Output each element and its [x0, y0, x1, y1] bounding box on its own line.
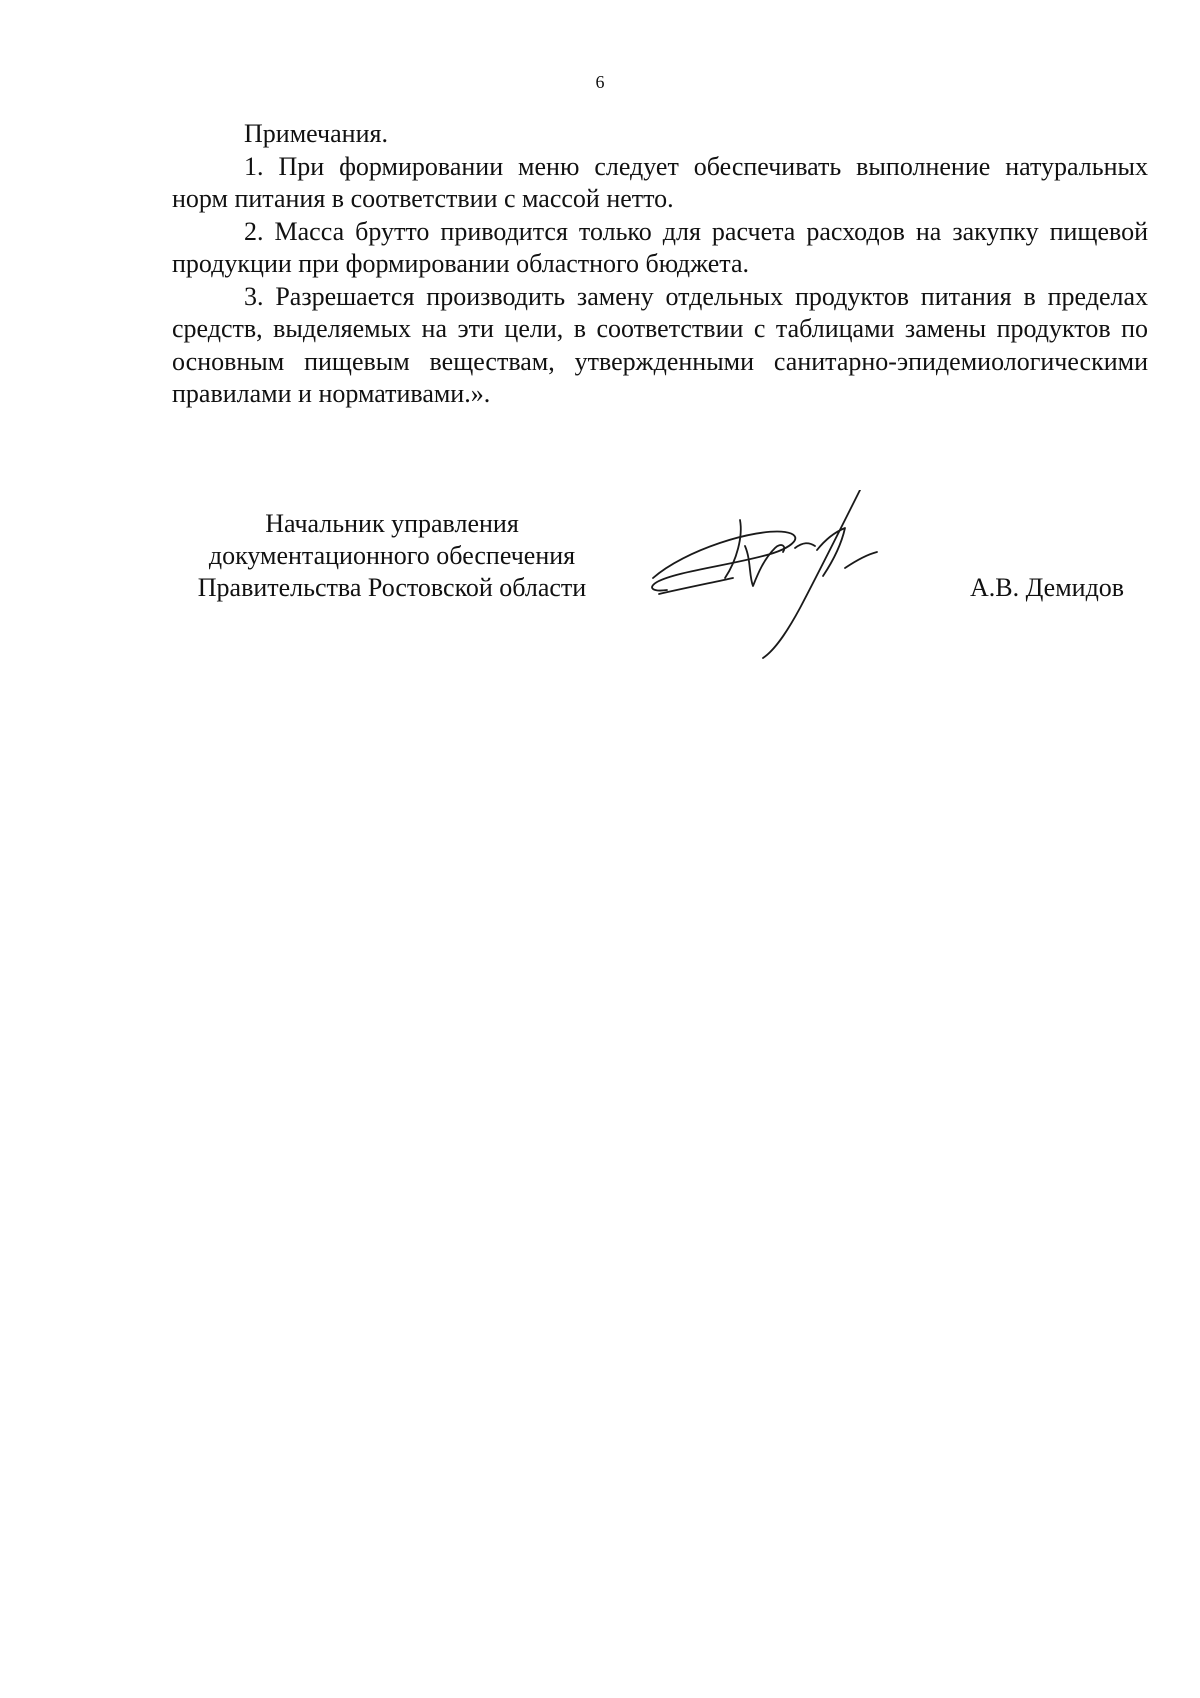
- signatory-title-line-3: Правительства Ростовской области: [197, 573, 587, 602]
- notes-heading: Примечания.: [244, 119, 388, 148]
- handwritten-signature: [645, 490, 945, 660]
- note-item-3: 3. Разрешается производить замену отдельных продуктов питания в пределах средств, выделяемых на эти цели, в соответствии с таблицами замены продуктов по основным пищевым веществам, утвержденными санитарно-эпидемиологическими правилами и нормативами.».: [172, 281, 1148, 408]
- note-item-1: 1. При формировании меню следует обеспечивать выполнение натуральных норм питания в соответствии с массой нетто.: [172, 151, 1148, 213]
- signature-icon: [645, 490, 945, 660]
- note-item-2: 2. Масса брутто приводится только для расчета расходов на закупку пищевой продукции при формировании областного бюджета.: [172, 216, 1148, 278]
- page-number: 6: [595, 72, 605, 92]
- signatory-title-line-1: Начальник управления: [265, 509, 519, 538]
- signatory-title: [172, 508, 612, 604]
- signatory-title-line-2: документационного обеспечения: [208, 541, 576, 570]
- signatory-name: А.В. Демидов: [970, 573, 1125, 602]
- notes-section: [172, 118, 1148, 411]
